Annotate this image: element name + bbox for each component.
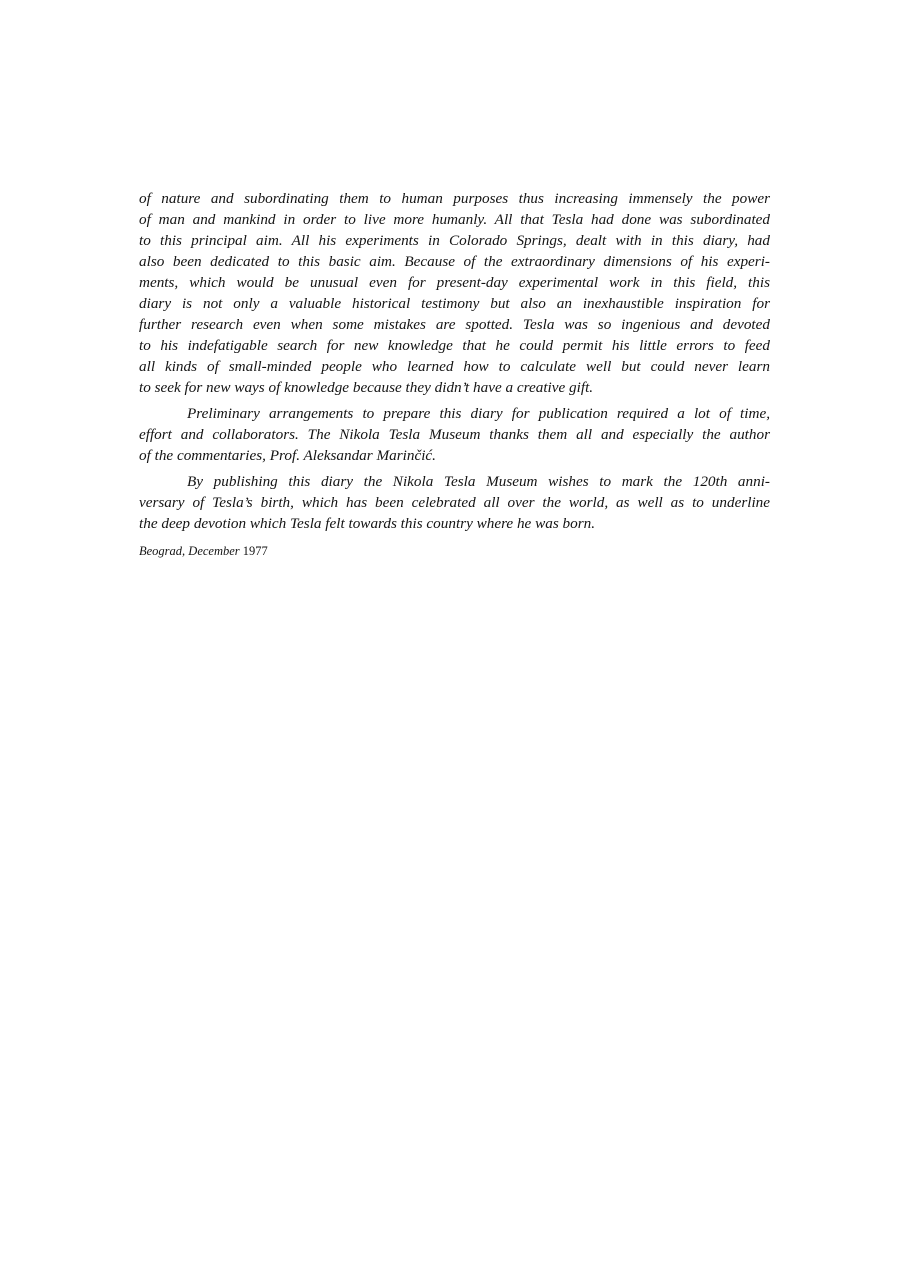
text-line: the deep devotion which Tesla felt towards this country where he was born. bbox=[139, 515, 596, 532]
paragraph-2 bbox=[139, 403, 770, 466]
text-line: further research even when some mistakes are spotted. Tesla was so ingenious and devoted bbox=[139, 316, 770, 333]
text-line: to this principal aim. All his experiments in Colorado Springs, dealt with in this diary, had bbox=[139, 232, 770, 249]
signoff bbox=[139, 544, 268, 559]
text-line: also been dedicated to this basic aim. Because of the extraordinary dimensions of his experi- bbox=[139, 253, 770, 270]
text-line: to his indefatigable search for new knowledge that he could permit his little errors to feed bbox=[139, 337, 770, 354]
text-line: effort and collaborators. The Nikola Tesla Museum thanks them all and especially the author bbox=[139, 426, 770, 443]
text-line: of nature and subordinating them to human purposes thus increasing immensely the power bbox=[139, 190, 770, 207]
text-line: ments, which would be unusual even for present-day experimental work in this field, this bbox=[139, 274, 770, 291]
text-line: By publishing this diary the Nikola Tesla Museum wishes to mark the 120th anni- bbox=[187, 473, 770, 490]
text-line: to seek for new ways of knowledge because they didn’t have a creative gift. bbox=[139, 379, 594, 396]
body-text bbox=[139, 188, 770, 534]
paragraph-1 bbox=[139, 188, 770, 398]
signoff-year: 1977 bbox=[242, 544, 268, 558]
signoff-place-month: Beograd, December bbox=[139, 544, 240, 558]
text-line: all kinds of small-minded people who learned how to calculate well but could never learn bbox=[139, 358, 770, 375]
text-line: of the commentaries, Prof. Aleksandar Marinčić. bbox=[139, 447, 436, 464]
text-line: Preliminary arrangements to prepare this diary for publication required a lot of time, bbox=[187, 405, 770, 422]
paragraph-3 bbox=[139, 471, 770, 534]
text-line: versary of Tesla’s birth, which has been celebrated all over the world, as well as to underline bbox=[139, 494, 770, 511]
text-line: diary is not only a valuable historical testimony but also an inexhaustible inspiration for bbox=[139, 295, 770, 312]
text-line: of man and mankind in order to live more humanly. All that Tesla had done was subordinated bbox=[139, 211, 770, 228]
